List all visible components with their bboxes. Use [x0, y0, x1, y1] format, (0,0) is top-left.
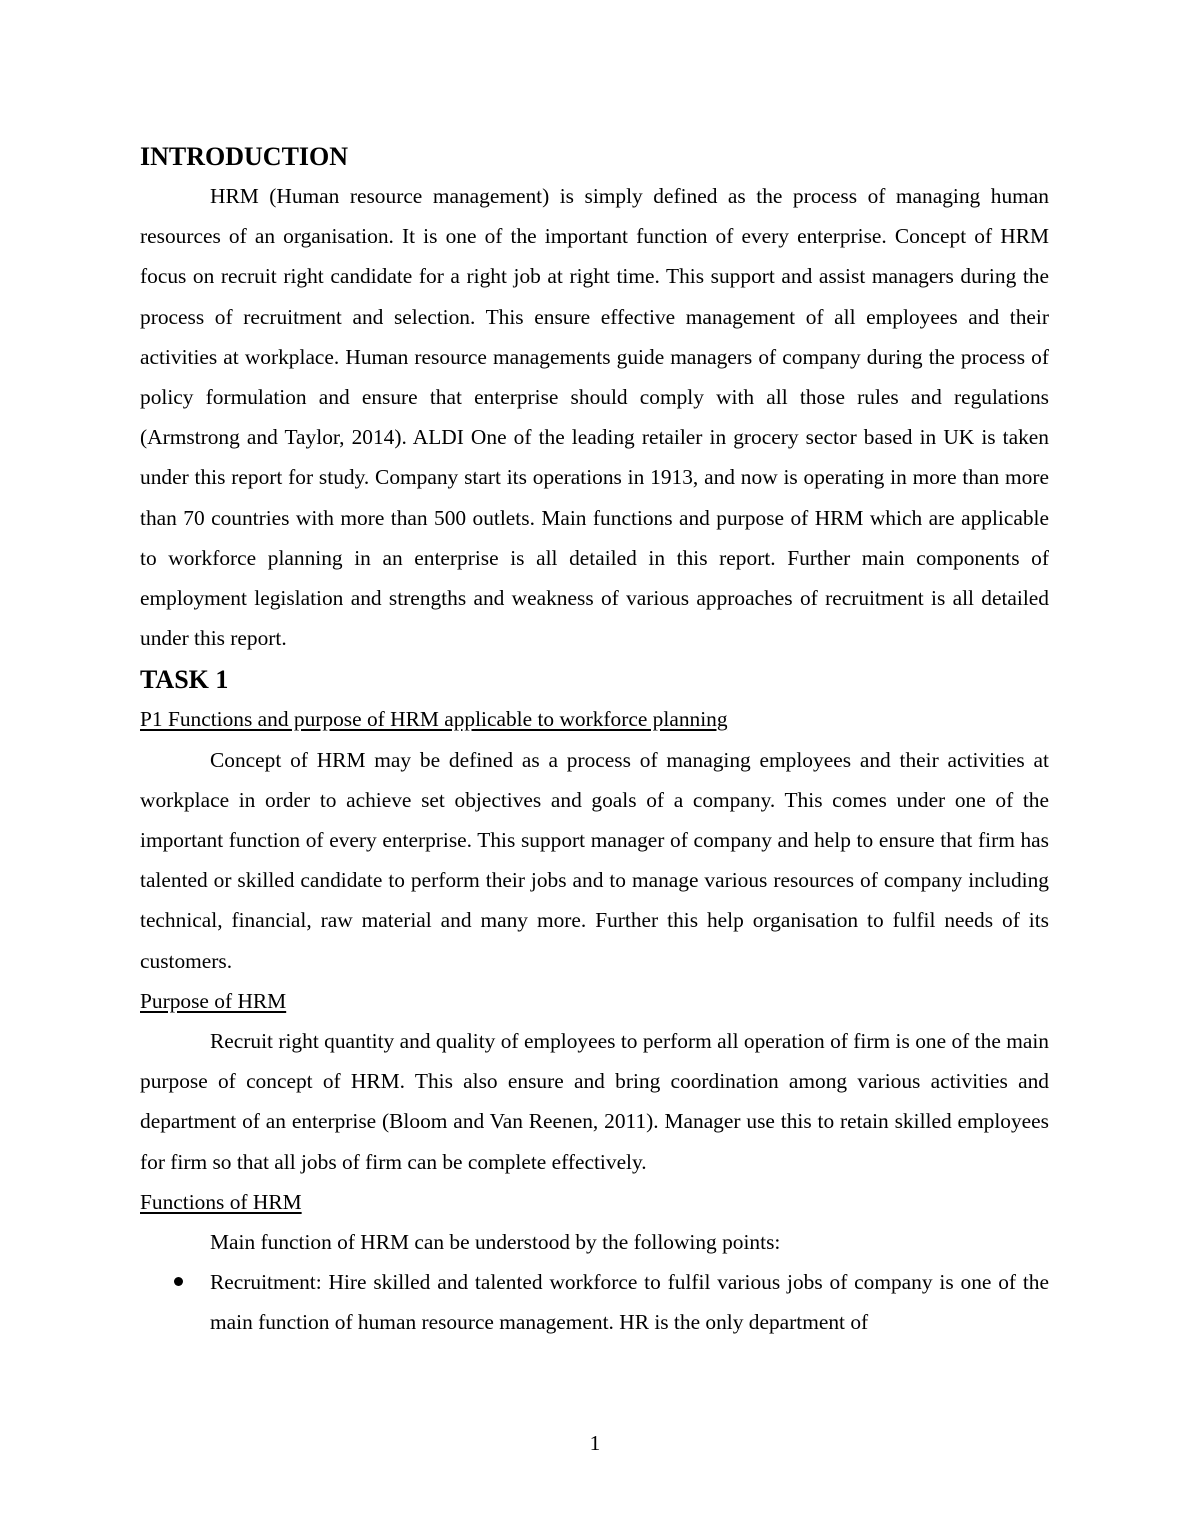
introduction-heading: INTRODUCTION	[140, 142, 349, 171]
bullet-icon	[174, 1277, 183, 1286]
document-page	[140, 138, 1049, 1343]
task1-heading: TASK 1	[140, 665, 229, 695]
page-number: 1	[589, 1431, 601, 1455]
introduction-paragraph: HRM (Human resource management) is simply defined as the process of managing human resources of an organisation. It is one of the important function of every enterprise. Concept of HRM focus on recruit right candidate for a right job at right time. This support and assist managers during the process of recruitment and selection. This ensure effective management of all employees and their activities at workplace. Human resource managements guide managers of company during the process of policy formulation and ensure that enterprise should comply with all those rules and regulations (Armstrong and Taylor, 2014). ALDI One of the leading retailer in grocery sector based in UK is taken under this report for study. Company start its operations in 1913, and now is operating in more than more than 70 countries with more than 500 outlets. Main functions and purpose of HRM which are applicable to workforce planning in an enterprise is all detailed in this report. Further main components of employment legislation and strengths and weakness of various approaches of recruitment is all detailed under this report.	[140, 184, 1049, 651]
p1-subheading: P1 Functions and purpose of HRM applicable to workforce planning	[140, 707, 728, 732]
list-item	[140, 1262, 1049, 1342]
functions-list	[140, 1262, 1049, 1342]
list-item-text: Recruitment: Hire skilled and talented workforce to fulfil various jobs of company is one of the main function of human resource management. HR is the only department of	[210, 1270, 1049, 1335]
p1-paragraph: Concept of HRM may be defined as a process of managing employees and their activities at workplace in order to achieve set objectives and goals of a company. This comes under one of the important function of every enterprise. This support manager of company and help to ensure that firm has talented or skilled candidate to perform their jobs and to manage various resources of company including technical, financial, raw material and many more. Further this help organisation to fulfil needs of its customers.	[140, 747, 1049, 973]
purpose-subheading: Purpose of HRM	[140, 988, 287, 1013]
purpose-paragraph: Recruit right quantity and quality of employees to perform all operation of firm is one of the main purpose of concept of HRM. This also ensure and bring coordination among various activities and department of an enterprise (Bloom and Van Reenen, 2011). Manager use this to retain skilled employees for firm so that all jobs of firm can be complete effectively.	[140, 1029, 1049, 1174]
functions-intro: Main function of HRM can be understood by the following points:	[210, 1230, 781, 1255]
functions-subheading: Functions of HRM	[140, 1189, 302, 1214]
